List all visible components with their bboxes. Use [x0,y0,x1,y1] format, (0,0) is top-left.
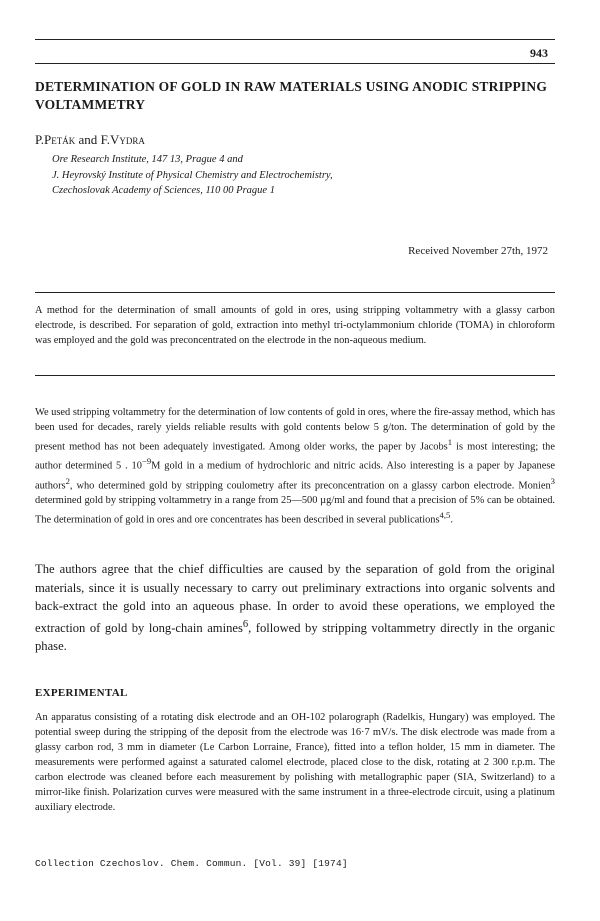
author-2-initial: F. [100,132,111,147]
journal-footer: Collection Czechoslov. Chem. Commun. [Vol. 39] [1974] [35,858,348,869]
text-run: We used stripping voltammetry for the determination of low contents of gold in ores, where the fire-assay method, which has been used for decades, rarely yields reliable results with gold contents below 5 g/ton. The determination of gold by the present method has not been adequately investigated. Among older works, the paper by Jacobs [35,407,556,453]
header-rule-lower [35,63,555,64]
main-paragraph [35,560,555,656]
text-run: M gold in a medium of hydrochloric and nitric acids. Also interesting is a paper by Japanese authors [35,460,556,492]
text-run: determined gold by stripping voltammetry in a range from 25—500 µg/ml and found that a precision of 5% can be obtained. The determination of gold in ores and ore concentrates has been described in several publications [35,495,555,526]
intro-paragraph [35,405,555,528]
reference-marker: 6 [242,618,249,630]
author-conjunction: and [78,132,98,147]
abstract-bottom-rule [35,375,555,376]
reference-marker: 2 [65,475,70,486]
text-run: The authors agree that the chief difficulties are caused by the separation of gold from the original materials, since it is usually necessary to carry out preliminary extractions into organic solvents and back-extract the gold into an aqueous phase. In order to avoid these operations, we employed the extraction of gold by long-chain amines [35,562,555,635]
affiliation-line: Ore Research Institute, 147 13, Prague 4 and [52,154,243,165]
header-rule [35,39,555,40]
affiliation-line: J. Heyrovský Institute of Physical Chemistry and Electrochemistry, [52,169,333,181]
author-2-surname: Vydra [110,132,145,147]
section-heading: EXPERIMENTAL [35,687,128,699]
text-run: , who determined gold by stripping coulometry after its preconcentration on a glassy carbon electrode. Monien [69,480,551,492]
author-1-initial: P. [35,132,45,147]
affiliations [52,152,333,199]
author-line [35,132,145,148]
affiliation-line: Czechoslovak Academy of Sciences, 110 00 Prague 1 [52,185,275,196]
article-title: DETERMINATION OF GOLD IN RAW MATERIALS USING ANODIC STRIPPING VOLTAMMETRY [35,79,548,112]
abstract-top-rule [35,292,555,293]
reference-marker: 1 [447,437,453,447]
text-run: is most interesting; the author determined 5 . 10 [35,441,555,472]
text-run: . [450,514,453,526]
author-1-surname: Peták [44,132,76,147]
received-date: Received November 27th, 1972 [408,245,548,257]
reference-marker: 4,5 [439,510,451,521]
text-run: , followed by stripping voltammetry directly in the organic phase. [35,620,555,654]
experimental-paragraph: An apparatus consisting of a rotating disk electrode and an OH-102 polarograph (Radelkis, Hungary) was employed. The potential sweep during the stripping of the deposit from the electrode was 16·7 mV/s. The disk electrode was made from a glassy carbon rod, 3 mm in diameter (Le Carbon Lorraine, France), fitted into a teflon holder, 15 mm in diameter. The measurements were performed against a saturated calomel electrode, placed close to the disk, rotating at 2 300 r.p.m. The carbon electrode was cleaned before each measurement by polishing with metallographic paper (SIA, Switzerland) to a mirror-like finish. Polarization curves were measured with the same instrument in a three-electrode circuit, using a platinum auxiliary electrode. [35,712,555,813]
reference-marker: 3 [550,475,555,486]
abstract: A method for the determination of small amounts of gold in ores, using stripping voltammetry with a glassy carbon electrode, is described. For separation of gold, extraction into methyl tri-octylammonium chloride (TOMA) in chloroform was employed and the gold was preconcentrated on the electrode in the non-aqueous medium. [35,305,555,346]
page-number: 943 [530,46,548,60]
exponent: −9 [141,456,152,467]
